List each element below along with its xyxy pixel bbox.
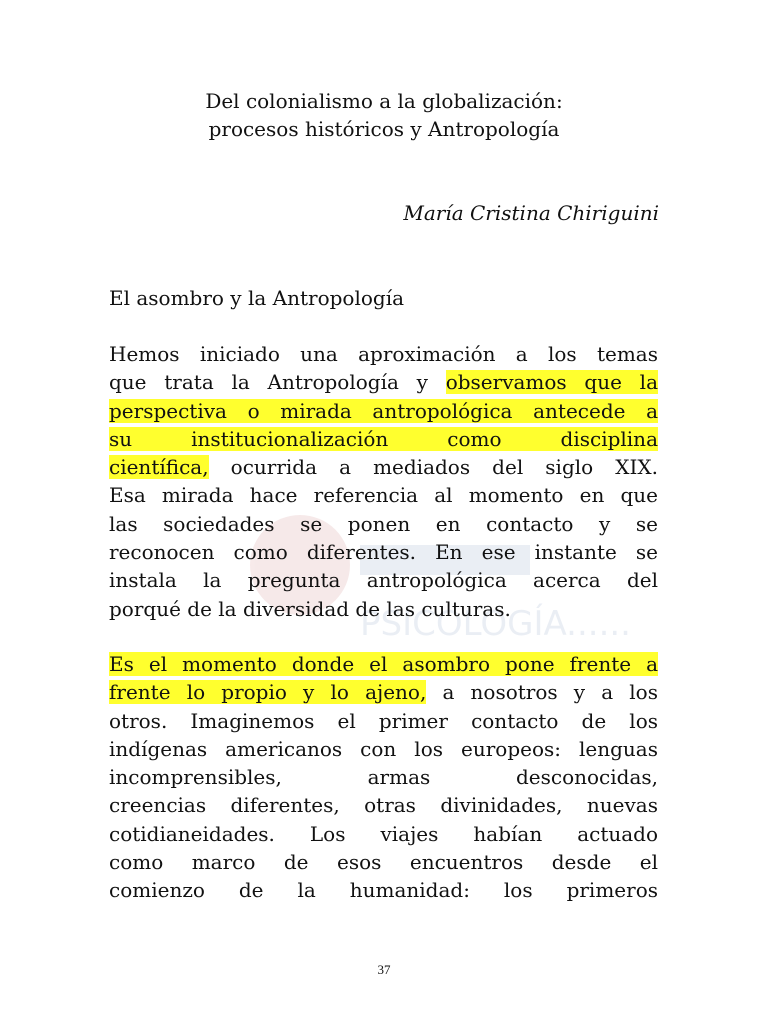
highlighted-text: su institucionalización como disciplina xyxy=(109,426,658,451)
text-line xyxy=(109,397,658,425)
text-line: como marco de esos encuentros desde el xyxy=(109,850,658,875)
text-line xyxy=(109,650,658,678)
text-line: cotidianeidades. Los viajes habían actuado xyxy=(109,821,658,846)
text-line: incomprensibles, armas desconocidas, xyxy=(109,765,658,790)
document-title-line-1: Del colonialismo a la globalización: xyxy=(205,89,563,113)
text-line: científica, ocurrida a mediados del siglo XIX. xyxy=(109,455,658,480)
highlighted-text: frente lo propio y lo ajeno, xyxy=(109,680,427,705)
highlighted-text: perspectiva o mirada antropológica antecede a xyxy=(109,398,658,423)
text-line: creencias diferentes, otras divinidades, nuevas xyxy=(109,793,658,818)
text-line: las sociedades se ponen en contacto y se xyxy=(109,511,658,536)
text-line: porqué de la diversidad de las culturas. xyxy=(109,596,511,621)
text-line: comienzo de la humanidad: los primeros xyxy=(109,878,658,903)
watermark-text: PSICOLOGÍA...... xyxy=(360,604,631,644)
highlighted-text: Es el momento donde el asombro pone frente a xyxy=(109,652,658,676)
text-line: Esa mirada hace referencia al momento en que xyxy=(109,483,658,508)
text-line: otros. Imaginemos el primer contacto de los xyxy=(109,708,658,733)
page-number: 37 xyxy=(377,962,391,977)
text-line: reconocen como diferentes. En ese instante se xyxy=(109,540,658,565)
section-heading: El asombro y la Antropología xyxy=(109,286,405,310)
highlighted-text: científica, xyxy=(109,455,209,480)
document-title-line-2: procesos históricos y Antropología xyxy=(208,117,560,141)
document-author: María Cristina Chiriguini xyxy=(403,201,659,225)
text-line: que trata la Antropología y observamos que la xyxy=(109,370,658,395)
text-line: frente lo propio y lo ajeno, a nosotros y a los xyxy=(109,680,658,705)
highlighted-text: observamos que la xyxy=(445,370,658,395)
text-line: Hemos iniciado una aproximación a los temas xyxy=(109,342,658,366)
paragraph-1 xyxy=(109,340,658,623)
text-line: indígenas americanos con los europeos: lenguas xyxy=(109,736,658,761)
text-line xyxy=(109,425,658,453)
paragraph-2 xyxy=(109,650,658,905)
text-line: instala la pregunta antropológica acerca del xyxy=(109,568,658,593)
